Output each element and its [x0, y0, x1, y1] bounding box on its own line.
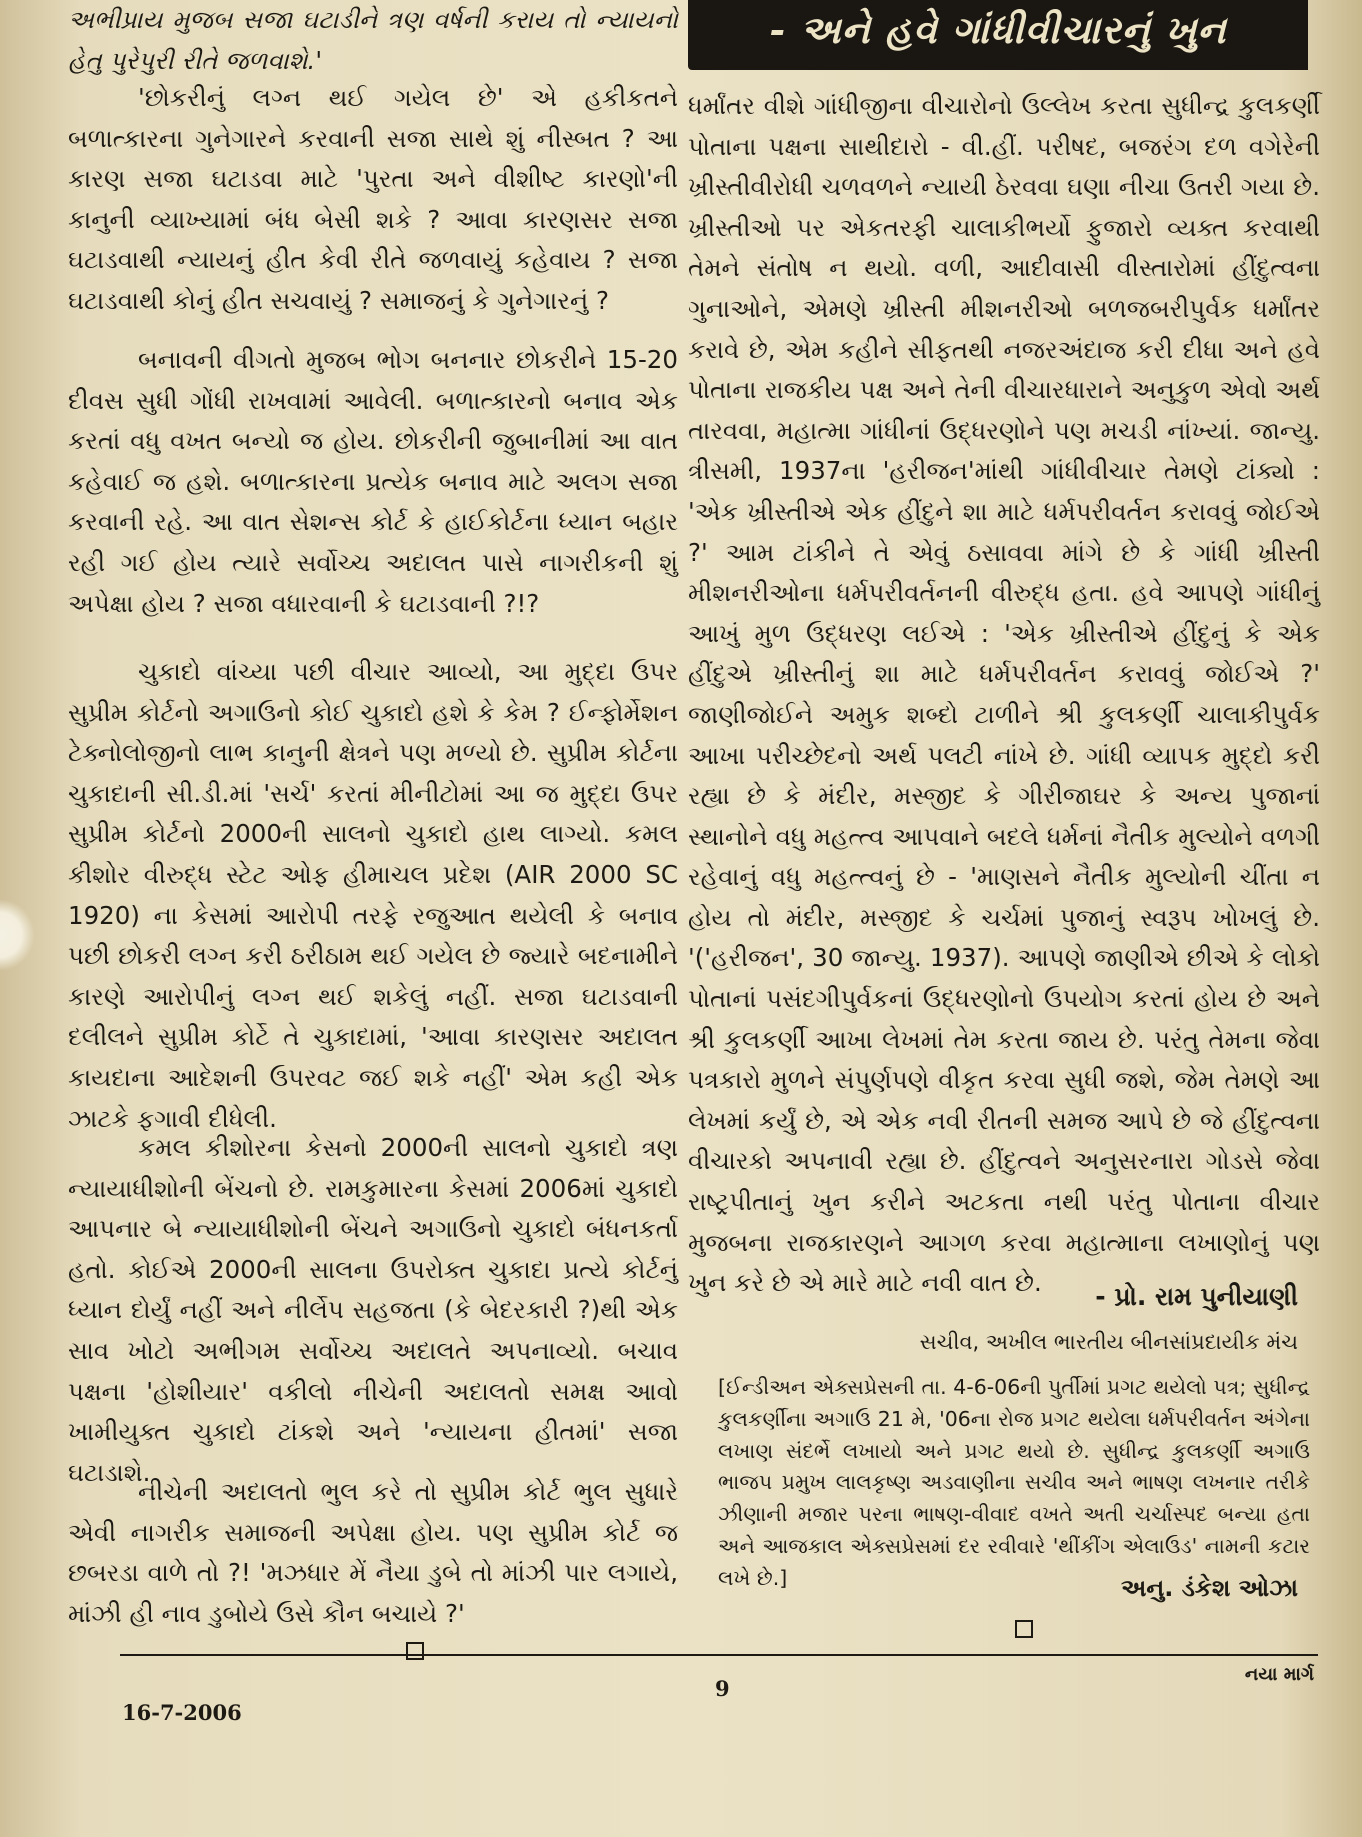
magazine-name: નયા માર્ગ [1244, 1664, 1314, 1685]
end-mark-right [1015, 1620, 1033, 1638]
left-paragraph-5: નીચેની અદાલતો ભુલ કરે તો સુપ્રીમ કોર્ટ ભુલ સુધારે એવી નાગરીક સમાજની અપેક્ષા હોય. પણ સુપ્રીમ કોર્ટ જ છબરડા વાળે તો ?! 'મઝધાર મેં નૈયા ડુબે તો માંઝી પાર લગાયે, માંઝી હી નાવ ડુબોયે ઉસે કૌન બચાયે ?' [68, 1477, 678, 1628]
left-paragraph-1: 'છોકરીનું લગ્ન થઈ ગયેલ છે' એ હકીકતને બળાત્કારના ગુનેગારને કરવાની સજા સાથે શું નીસ્બત ? આ કારણ સજા ઘટાડવા માટે 'પુરતા અને વીશીષ્ટ કારણો'ની કાનુની વ્યાખ્યામાં બંધ બેસી શકે ? આવા કારણસર સજા ઘટાડવાથી ન્યાયનું હીત કેવી રીતે જળવાયું કહેવાય ? સજા ઘટાડવાથી કોનું હીત સચવાયું ? સમાજનું કે ગુનેગારનું ? [68, 83, 678, 315]
page-number: 9 [715, 1676, 730, 1701]
author-affiliation: સચીવ, અખીલ ભારતીય બીનસાંપ્રદાયીક મંચ [919, 1330, 1298, 1354]
left-paragraph-2: બનાવની વીગતો મુજબ ભોગ બનનાર છોકરીને 15-20 દીવસ સુધી ગોંધી રાખવામાં આવેલી. બળાત્કારનો બનાવ એક કરતાં વધુ વખત બન્યો જ હોય. છોકરીની જુબાનીમાં આ વાત કહેવાઈ જ હશે. બળાત્કારના પ્રત્યેક બનાવ માટે અલગ સજા કરવાની રહે. આ વાત સેશન્સ કોર્ટ કે હાઈકોર્ટના ધ્યાન બહાર રહી ગઈ હોય ત્યારે સર્વોચ્ચ અદાલત પાસે નાગરીકની શું અપેક્ષા હોય ? સજા વધારવાની કે ઘટાડવાની ?!? [68, 345, 678, 618]
footer-rule [120, 1654, 1318, 1656]
source-note: [ઈન્ડીઅન એક્સપ્રેસની તા. 4-6-06ની પુર્તીમાં પ્રગટ થયેલો પત્ર; સુધીન્દ્ર કુલકર્ણીના અગાઉ 21 મે, '06ના રોજ પ્રગટ થયેલા ધર્મપરીવર્તન અંગેના લખાણ સંદર્ભે લખાયો અને પ્રગટ થયો છે. સુધીન્દ્ર કુલકર્ણી અગાઉ ભાજપ પ્રમુખ લાલકૃષ્ણ અડવાણીના સચીવ અને ભાષણ લખનાર તરીકે ઝીણાની મજાર પરના ભાષણ-વીવાદ વખતે અતી ચર્ચાસ્પદ બન્યા હતા અને આજકાલ એક્સપ્રેસમાં દર રવીવારે 'થીંકીંગ એલાઉડ' નામની કટાર લખે છે.] [718, 1375, 1310, 1590]
left-paragraph-4: કમલ કીશોરના કેસનો 2000ની સાલનો ચુકાદો ત્રણ ન્યાયાધીશોની બેંચનો છે. રામકુમારના કેસમાં 2006માં ચુકાદો આપનાર બે ન્યાયાધીશોની બેંચને અગાઉનો ચુકાદો બંધનકર્તા હતો. કોઈએ 2000ની સાલના ઉપરોક્ત ચુકાદા પ્રત્યે કોર્ટનું ધ્યાન દોર્યું નહીં અને નીર્લેપ સહજતા (કે બેદરકારી ?)થી એક સાવ ખોટો અભીગમ સર્વોચ્ચ અદાલતે અપનાવ્યો. બચાવ પક્ષના 'હોશીયાર' વકીલો નીચેની અદાલતો સમક્ષ આવો ખામીયુક્ત ચુકાદો ટાંકશે અને 'ન્યાયના હીતમાં' સજા ઘટાડાશે. [68, 1133, 678, 1487]
left-paragraph-3: ચુકાદો વાંચ્યા પછી વીચાર આવ્યો, આ મુદ્દા ઉપર સુપ્રીમ કોર્ટનો અગાઉનો કોઈ ચુકાદો હશે કે કેમ ? ઈન્ફોર્મેશન ટેક્નોલોજીનો લાભ કાનુની ક્ષેત્રને પણ મળ્યો છે. સુપ્રીમ કોર્ટના ચુકાદાની સી.ડી.માં 'સર્ચ' કરતાં મીનીટોમાં આ જ મુદ્દા ઉપર સુપ્રીમ કોર્ટનો 2000ની સાલનો ચુકાદો હાથ લાગ્યો. કમલ કીશોર વીરુદ્ધ સ્ટેટ ઓફ હીમાચલ પ્રદેશ (AIR 2000 SC 1920) ના કેસમાં આરોપી તરફે રજુઆત થયેલી કે બનાવ પછી છોકરી લગ્ન કરી ઠરીઠામ થઈ ગયેલ છે જ્યારે બદનામીને કારણે આરોપીનું લગ્ન થઈ શકેલું નહીં. સજા ઘટાડવાની દલીલને સુપ્રીમ કોર્ટે તે ચુકાદામાં, 'આવા કારણસર અદાલત કાયદાના આદેશની ઉપરવટ જઈ શકે નહીં' એમ કહી એક ઝાટકે ફગાવી દીધેલી. [68, 657, 678, 1133]
article-heading: - અને હવે ગાંધીવીચારનું ખુન [688, 0, 1308, 70]
translator-credit: અનુ. ડંકેશ ઓઝા [1121, 1574, 1298, 1602]
issue-date: 16-7-2006 [122, 1700, 242, 1725]
left-column-top-fragment: અભીપ્રાય મુજબ સજા ઘટાડીને ત્રણ વર્ષની કરાય તો ન્યાયનો હેતુ પુરેપુરી રીતે જળવાશે.' [68, 5, 678, 75]
paper-tear [0, 900, 34, 970]
author-name: - પ્રો. રામ પુનીયાણી [1095, 1282, 1298, 1311]
end-mark-left [406, 1642, 424, 1660]
right-article-body: ધર્માંતર વીશે ગાંધીજીના વીચારોનો ઉલ્લેખ કરતા સુધીન્દ્ર કુલકર્ણી પોતાના પક્ષના સાથીદારો - વી.હીં. પરીષદ, બજરંગ દળ વગેરેની ખ્રીસ્તીવીરોધી ચળવળને ન્યાયી ઠેરવવા ઘણા નીચા ઉતરી ગયા છે. ખ્રીસ્તીઓ પર એકતરફી ચાલાકીભર્યો ફુજારો વ્યક્ત કરવાથી તેમને સંતોષ ન થયો. વળી, આદીવાસી વીસ્તારોમાં હીંદુત્વના ગુનાઓને, એમણે ખ્રીસ્તી મીશનરીઓ બળજબરીપુર્વક ધર્માંતર કરાવે છે, એમ કહીને સીફતથી નજરઅંદાજ કરી દીધા અને હવે પોતાના રાજકીય પક્ષ અને તેની વીચારધારાને અનુકુળ એવો અર્થ તારવવા, મહાત્મા ગાંધીનાં ઉદ્ધરણોને પણ મચડી નાંખ્યાં. જાન્યુ. ત્રીસમી, 1937ના 'હરીજન'માંથી ગાંધીવીચાર તેમણે ટાંક્યો : 'એક ખ્રીસ્તીએ એક હીંદુને શા માટે ધર્મપરીવર્તન કરાવવું જોઈએ ?' આમ ટાંકીને તે એવું ઠસાવવા માંગે છે કે ગાંધી ખ્રીસ્તી મીશનરીઓના ધર્મપરીવર્તનની વીરુદ્ધ હતા. હવે આપણે ગાંધીનું આખું મુળ ઉદ્ધરણ લઈએ : 'એક ખ્રીસ્તીએ હીંદુનું કે એક હીંદુએ ખ્રીસ્તીનું શા માટે ધર્મપરીવર્તન કરાવવું જોઈએ ?' જાણીજોઈને અમુક શબ્દો ટાળીને શ્રી કુલકર્ણી ચાલાકીપુર્વક આખા પરીચ્છેદનો અર્થ પલટી નાંખે છે. ગાંધી વ્યાપક મુદ્દો કરી રહ્યા છે કે મંદીર, મસ્જીદ કે ગીરીજાઘર કે અન્ય પુજાનાં સ્થાનોને વધુ મહત્ત્વ આપવાને બદલે ધર્મનાં નૈતીક મુલ્યોને વળગી રહેવાનું વધુ મહત્ત્વનું છે - 'માણસને નૈતીક મુલ્યોની ચીંતા ન હોય તો મંદીર, મસ્જીદ કે ચર્ચમાં પુજાનું સ્વરૂપ ખોખલું છે. '('હરીજન', 30 જાન્યુ. 1937). આપણે જાણીએ છીએ કે લોકો પોતાનાં પસંદગીપુર્વકનાં ઉદ્ધરણોનો ઉપયોગ કરતાં હોય છે અને શ્રી કુલકર્ણી આખા લેખમાં તેમ કરતા જાય છે. પરંતુ તેમના જેવા પત્રકારો મુળને સંપુર્ણપણે વીકૃત કરવા સુધી જશે, જેમ તેમણે આ લેખમાં કર્યું છે, એ એક નવી રીતની સમજ આપે છે જે હીંદુત્વના વીચારકો અપનાવી રહ્યા છે. હીંદુત્વને અનુસરનારા ગોડસે જેવા રાષ્ટ્રપીતાનું ખુન કરીને અટકતા નથી પરંતુ પોતાના વીચાર મુજબના રાજકારણને આગળ કરવા મહાત્માના લખાણોનું પણ ખુન કરે છે એ મારે માટે નવી વાત છે. [688, 91, 1320, 1298]
